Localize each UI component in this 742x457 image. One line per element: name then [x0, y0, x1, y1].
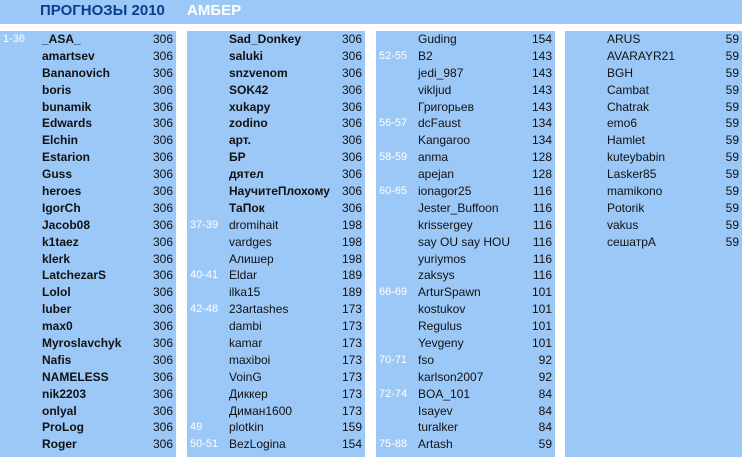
score-value: 59 — [725, 150, 739, 165]
table-row — [565, 65, 742, 82]
score-value: 134 — [531, 133, 552, 148]
player-name: dromihait — [229, 217, 279, 232]
player-name: Yevgeny — [418, 336, 464, 351]
table-row — [565, 200, 742, 217]
table-row — [0, 183, 176, 200]
player-name: vakus — [607, 217, 639, 232]
score-value: 84 — [538, 420, 552, 435]
table-row — [0, 369, 176, 386]
player-name: арт. — [229, 133, 252, 148]
score-value: 306 — [152, 150, 173, 165]
player-name: Eldar — [229, 268, 258, 283]
player-name: nik2203 — [42, 386, 87, 401]
player-name: Диккер — [229, 386, 268, 401]
player-name: Jester_Buffoon — [418, 200, 499, 215]
rank-range: 72-74 — [379, 387, 408, 400]
table-row — [376, 301, 555, 318]
score-value: 59 — [725, 65, 739, 80]
player-name: ionagor25 — [418, 184, 472, 199]
player-name: yuriymos — [418, 251, 467, 266]
table-row — [0, 217, 176, 234]
player-name: Kangaroo — [418, 133, 471, 148]
score-value: 116 — [532, 251, 552, 266]
score-value: 173 — [341, 386, 362, 401]
score-value: 198 — [341, 251, 362, 266]
table-row — [187, 369, 365, 386]
player-name: jedi_987 — [418, 65, 464, 80]
rank-range: 40-41 — [190, 269, 219, 282]
player-name: xukapy — [229, 99, 271, 114]
table-row — [565, 234, 742, 251]
table-row — [0, 436, 176, 453]
page-header — [0, 0, 742, 24]
table-row — [187, 386, 365, 403]
player-name: Алишер — [229, 251, 274, 266]
table-row — [187, 352, 365, 369]
score-value: 306 — [341, 150, 362, 165]
score-value: 92 — [538, 352, 552, 367]
score-value: 173 — [341, 369, 362, 384]
table-row — [187, 82, 365, 99]
table-row — [187, 149, 365, 166]
score-value: 306 — [152, 251, 173, 266]
player-name: Nafis — [42, 352, 72, 367]
table-row — [0, 234, 176, 251]
player-name: BezLogina — [229, 437, 286, 452]
score-value: 306 — [152, 352, 173, 367]
player-name: apejan — [418, 167, 455, 182]
table-row — [187, 419, 365, 436]
player-name: kostukov — [418, 302, 466, 317]
score-value: 59 — [538, 437, 552, 452]
table-row — [565, 48, 742, 65]
table-row — [187, 65, 365, 82]
score-value: 159 — [341, 420, 362, 435]
player-name: NAMELESS — [42, 369, 109, 384]
score-value: 306 — [152, 336, 173, 351]
score-value: 306 — [152, 82, 173, 97]
table-row — [187, 183, 365, 200]
score-value: 306 — [341, 99, 362, 114]
table-row — [0, 82, 176, 99]
score-value: 143 — [531, 65, 552, 80]
table-row — [187, 234, 365, 251]
score-value: 154 — [531, 32, 552, 46]
score-value: 84 — [538, 403, 552, 418]
player-name: max0 — [42, 319, 73, 334]
table-row — [0, 284, 176, 301]
player-name: ТаПок — [229, 200, 265, 215]
table-row — [187, 166, 365, 183]
player-name: VoinG — [229, 369, 262, 384]
rank-range: 60-65 — [379, 185, 408, 198]
table-row — [0, 335, 176, 352]
player-name: Chatrak — [607, 99, 650, 114]
player-name: Myroslavchyk — [42, 336, 122, 351]
table-row — [187, 200, 365, 217]
table-row — [565, 183, 742, 200]
player-name: Potorik — [607, 200, 645, 215]
table-row — [0, 48, 176, 65]
player-name: IgorCh — [42, 200, 81, 215]
rank-range: 75-88 — [379, 438, 408, 451]
rank-range: 37-39 — [190, 218, 219, 231]
rank-range: 49 — [190, 421, 203, 434]
player-name: saluki — [229, 48, 264, 63]
score-value: 306 — [152, 234, 173, 249]
table-row — [0, 403, 176, 420]
score-value: 306 — [152, 420, 173, 435]
player-name: Диман1600 — [229, 403, 293, 418]
score-value: 59 — [725, 99, 739, 114]
score-value: 306 — [341, 167, 362, 182]
score-value: 306 — [152, 133, 173, 148]
score-value: 59 — [725, 116, 739, 131]
score-value: 116 — [532, 217, 552, 232]
score-value: 59 — [725, 48, 739, 63]
player-name: turalker — [418, 420, 459, 435]
score-value: 306 — [341, 133, 362, 148]
score-value: 306 — [341, 116, 362, 131]
score-value: 306 — [341, 65, 362, 80]
table-row — [376, 217, 555, 234]
table-row — [376, 267, 555, 284]
player-name: AVARAYR21 — [607, 48, 676, 63]
table-row — [565, 115, 742, 132]
table-row — [0, 386, 176, 403]
player-name: klerk — [42, 251, 71, 266]
player-name: Guss — [42, 167, 73, 182]
score-value: 306 — [152, 65, 173, 80]
table-row — [376, 65, 555, 82]
player-name: dambi — [229, 319, 262, 334]
player-name: ARUS — [607, 32, 641, 46]
table-row — [187, 99, 365, 116]
player-name: kuteybabin — [607, 150, 666, 165]
player-name: дятел — [229, 167, 264, 182]
player-name: kamar — [229, 336, 263, 351]
rank-range: 56-57 — [379, 117, 408, 130]
player-name: B2 — [418, 48, 433, 63]
table-row — [376, 352, 555, 369]
player-name: LatchezarS — [42, 268, 107, 283]
table-row — [565, 31, 742, 48]
table-row — [376, 284, 555, 301]
player-name: bunamik — [42, 99, 92, 114]
table-row — [187, 115, 365, 132]
score-value: 306 — [341, 32, 362, 46]
table-row — [565, 166, 742, 183]
player-name: НаучитеПлохому — [229, 184, 330, 199]
score-value: 306 — [152, 285, 173, 300]
score-value: 306 — [152, 319, 173, 334]
score-value: 59 — [725, 32, 739, 46]
table-row — [187, 403, 365, 420]
table-row — [0, 301, 176, 318]
player-name: ArturSpawn — [418, 285, 481, 300]
player-name: Lasker85 — [607, 167, 657, 182]
table-row — [376, 132, 555, 149]
score-value: 306 — [152, 167, 173, 182]
score-value: 306 — [152, 99, 173, 114]
player-name: zodino — [229, 116, 268, 131]
player-name: BOA_101 — [418, 386, 471, 401]
score-value: 306 — [152, 116, 173, 131]
table-row — [376, 386, 555, 403]
table-row — [376, 31, 555, 48]
score-value: 306 — [152, 369, 173, 384]
player-name: _ASA_ — [42, 32, 81, 46]
score-value: 59 — [725, 217, 739, 232]
score-value: 173 — [341, 319, 362, 334]
table-row — [187, 132, 365, 149]
score-value: 306 — [152, 403, 173, 418]
table-row — [0, 318, 176, 335]
player-name: Jacob08 — [42, 217, 91, 232]
player-name: zaksys — [418, 268, 455, 283]
table-row — [187, 335, 365, 352]
score-value: 306 — [152, 184, 173, 199]
score-value: 143 — [531, 99, 552, 114]
score-value: 306 — [152, 302, 173, 317]
table-row — [0, 65, 176, 82]
player-name: karlson2007 — [418, 369, 484, 384]
player-name: onlyal — [42, 403, 77, 418]
player-name: Isayev — [418, 403, 453, 418]
table-row — [376, 318, 555, 335]
player-name: Guding — [418, 32, 457, 46]
player-name: ilka15 — [229, 285, 261, 300]
player-name: БР — [229, 150, 246, 165]
table-row — [0, 352, 176, 369]
player-name: vikljud — [418, 82, 452, 97]
score-value: 116 — [532, 184, 552, 199]
score-value: 173 — [341, 336, 362, 351]
score-value: 59 — [725, 82, 739, 97]
table-row — [376, 183, 555, 200]
player-name: k1taez — [42, 234, 79, 249]
score-value: 59 — [725, 184, 739, 199]
player-name: сешатрА — [607, 234, 656, 249]
table-row — [376, 115, 555, 132]
table-row — [187, 31, 365, 48]
score-value: 101 — [531, 336, 552, 351]
player-name: Edwards — [42, 116, 93, 131]
score-value: 92 — [538, 369, 552, 384]
standings-column-4 — [565, 31, 742, 457]
table-row — [376, 99, 555, 116]
score-value: 306 — [152, 200, 173, 215]
score-value: 128 — [531, 150, 552, 165]
score-value: 84 — [538, 386, 552, 401]
score-value: 101 — [531, 302, 552, 317]
player-name: Regulus — [418, 319, 463, 334]
score-value: 101 — [531, 319, 552, 334]
score-value: 128 — [531, 167, 552, 182]
table-row — [0, 200, 176, 217]
player-name: luber — [42, 302, 72, 317]
standings-column-2 — [187, 31, 365, 457]
player-name: Григорьев — [418, 99, 474, 114]
player-name: mamikono — [607, 184, 663, 199]
standings-column-1 — [0, 31, 176, 457]
table-row — [0, 419, 176, 436]
score-value: 59 — [725, 133, 739, 148]
table-row — [376, 419, 555, 436]
player-name: Estarion — [42, 150, 91, 165]
player-name: fso — [418, 352, 435, 367]
score-value: 306 — [152, 386, 173, 401]
table-row — [187, 267, 365, 284]
rank-range: 50-51 — [190, 438, 219, 451]
rank-range: 58-59 — [379, 151, 408, 164]
table-row — [0, 99, 176, 116]
score-value: 306 — [341, 48, 362, 63]
score-value: 116 — [532, 268, 552, 283]
table-row — [376, 251, 555, 268]
player-name: Lolol — [42, 285, 71, 300]
score-value: 306 — [341, 200, 362, 215]
score-value: 143 — [531, 48, 552, 63]
page-subtitle: АМБЕР — [187, 2, 242, 19]
rank-range: 70-71 — [379, 353, 408, 366]
table-row — [376, 234, 555, 251]
table-row — [565, 132, 742, 149]
player-name: Cambat — [607, 82, 650, 97]
table-row — [0, 115, 176, 132]
table-row — [376, 149, 555, 166]
player-name: snzvenom — [229, 65, 288, 80]
page-title: ПРОГНОЗЫ 2010 — [40, 2, 165, 19]
score-value: 134 — [531, 116, 552, 131]
table-row — [565, 82, 742, 99]
player-name: ProLog — [42, 420, 84, 435]
score-value: 173 — [341, 302, 362, 317]
table-row — [187, 48, 365, 65]
rank-range: 42-48 — [190, 303, 219, 316]
table-row — [0, 132, 176, 149]
player-name: vardges — [229, 234, 272, 249]
player-name: emo6 — [607, 116, 638, 131]
score-value: 116 — [532, 234, 552, 249]
player-name: anma — [418, 150, 449, 165]
table-row — [187, 318, 365, 335]
score-value: 189 — [341, 285, 362, 300]
table-row — [376, 48, 555, 65]
score-value: 306 — [152, 437, 173, 452]
table-row — [187, 217, 365, 234]
table-row — [376, 369, 555, 386]
table-row — [376, 82, 555, 99]
table-row — [376, 403, 555, 420]
player-name: boris — [42, 82, 72, 97]
table-row — [0, 267, 176, 284]
score-value: 198 — [341, 234, 362, 249]
rank-range: 66-69 — [379, 286, 408, 299]
score-value: 116 — [532, 200, 552, 215]
rank-range: 52-55 — [379, 49, 408, 62]
score-value: 306 — [341, 184, 362, 199]
score-value: 173 — [341, 403, 362, 418]
player-name: Elchin — [42, 133, 79, 148]
player-name: dcFaust — [418, 116, 461, 131]
player-name: SOK42 — [229, 82, 269, 97]
player-name: krissergey — [418, 217, 473, 232]
table-row — [0, 166, 176, 183]
score-value: 59 — [725, 200, 739, 215]
table-row — [376, 166, 555, 183]
player-name: maxiboi — [229, 352, 271, 367]
score-value: 306 — [152, 268, 173, 283]
table-row — [376, 335, 555, 352]
table-row — [187, 436, 365, 453]
table-row — [376, 436, 555, 453]
table-row — [187, 284, 365, 301]
table-row — [565, 217, 742, 234]
player-name: Sad_Donkey — [229, 32, 302, 46]
table-row — [187, 301, 365, 318]
table-row — [565, 99, 742, 116]
table-row — [0, 31, 176, 48]
table-row — [0, 149, 176, 166]
player-name: amartsev — [42, 48, 95, 63]
table-row — [376, 200, 555, 217]
table-row — [187, 251, 365, 268]
table-row — [565, 149, 742, 166]
score-value: 189 — [341, 268, 362, 283]
player-name: Hamlet — [607, 133, 646, 148]
player-name: say OU say HOU — [418, 234, 511, 249]
table-row — [0, 251, 176, 268]
score-value: 306 — [152, 217, 173, 232]
score-value: 306 — [152, 32, 173, 46]
standings-column-3 — [376, 31, 555, 457]
rank-range: 1-36 — [3, 33, 26, 45]
score-value: 143 — [531, 82, 552, 97]
score-value: 154 — [341, 437, 362, 452]
score-value: 198 — [341, 217, 362, 232]
player-name: Roger — [42, 437, 77, 452]
score-value: 306 — [341, 82, 362, 97]
player-name: heroes — [42, 184, 82, 199]
score-value: 101 — [531, 285, 552, 300]
player-name: plotkin — [229, 420, 264, 435]
player-name: BGH — [607, 65, 634, 80]
score-value: 59 — [725, 234, 739, 249]
score-value: 59 — [725, 167, 739, 182]
player-name: 23artashes — [229, 302, 289, 317]
score-value: 306 — [152, 48, 173, 63]
player-name: Bananovich — [42, 65, 111, 80]
score-value: 173 — [341, 352, 362, 367]
player-name: Artash — [418, 437, 453, 452]
